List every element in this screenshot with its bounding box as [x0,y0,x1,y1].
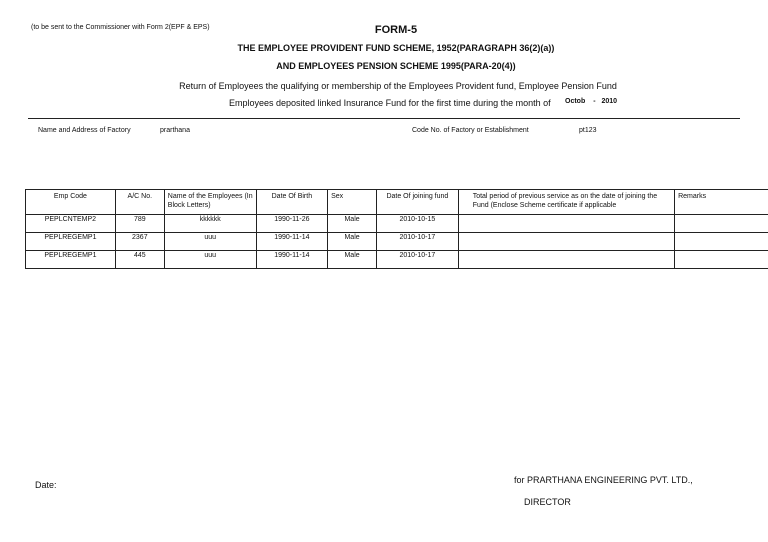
cell-ac-no: 2367 [115,233,164,251]
cell-previous-service [458,251,674,269]
cell-employee-name: kkkkkk [164,215,256,233]
factory-code-label: Code No. of Factory or Establishment [412,127,529,134]
header-previous-service: Total period of previous service as on the date of joining the Fund (Enclose Scheme certificate if applicable [458,190,674,215]
cell-previous-service [458,233,674,251]
cell-remarks [675,233,768,251]
table-row [26,233,768,251]
return-month [565,98,617,105]
cell-remarks [675,215,768,233]
header-divider [28,118,740,119]
cell-remarks [675,251,768,269]
header-emp-code: Emp Code [26,190,116,215]
cell-previous-service [458,215,674,233]
return-description: Return of Employees the qualifying or membership of the Employees Provident fund, Employee Pension Fund [179,81,617,91]
cell-employee-name: uuu [164,233,256,251]
month-value: Octob [565,98,586,105]
employee-table [25,189,768,269]
cell-emp-code: PEPLCNTEMP2 [26,215,116,233]
cell-ac-no: 789 [115,215,164,233]
company-signature: for PRARTHANA ENGINEERING PVT. LTD., [514,475,693,485]
cell-sex: Male [328,251,377,269]
cell-sex: Male [328,233,377,251]
header-employee-name: Name of the Employees (In Block Letters) [164,190,256,215]
cell-date-of-joining: 2010-10-17 [377,251,459,269]
header-remarks: Remarks [675,190,768,215]
cell-date-of-birth: 1990-11-14 [256,251,327,269]
header-ac-no: A/C No. [115,190,164,215]
cell-employee-name: uuu [164,251,256,269]
month-separator: - [593,98,596,105]
designation: DIRECTOR [524,497,571,507]
cell-ac-no: 445 [115,251,164,269]
factory-name-value: prarthana [160,127,190,134]
header-date-of-birth: Date Of Birth [256,190,327,215]
header-sex: Sex [328,190,377,215]
cell-date-of-birth: 1990-11-14 [256,233,327,251]
cell-date-of-birth: 1990-11-26 [256,215,327,233]
cell-emp-code: PEPLREGEMP1 [26,251,116,269]
month-description: Employees deposited linked Insurance Fund for the first time during the month of [229,98,551,108]
date-label: Date: [35,480,57,490]
table-row [26,215,768,233]
factory-code-value: pt123 [579,127,597,134]
factory-name-label: Name and Address of Factory [38,127,131,134]
cell-date-of-joining: 2010-10-17 [377,233,459,251]
table-header-row [26,190,768,215]
form-note: (to be sent to the Commissioner with Form 2(EPF & EPS) [31,24,210,31]
form-title: FORM-5 [374,24,418,36]
table-row [26,251,768,269]
header-date-of-joining: Date Of joining fund [377,190,459,215]
year-value: 2010 [601,98,618,105]
cell-emp-code: PEPLREGEMP1 [26,233,116,251]
cell-date-of-joining: 2010-10-15 [377,215,459,233]
scheme-line-1: THE EMPLOYEE PROVIDENT FUND SCHEME, 1952(PARAGRAPH 36(2)(a)) [237,43,555,53]
cell-sex: Male [328,215,377,233]
scheme-line-2: AND EMPLOYEES PENSION SCHEME 1995(PARA-20(4)) [276,61,516,71]
